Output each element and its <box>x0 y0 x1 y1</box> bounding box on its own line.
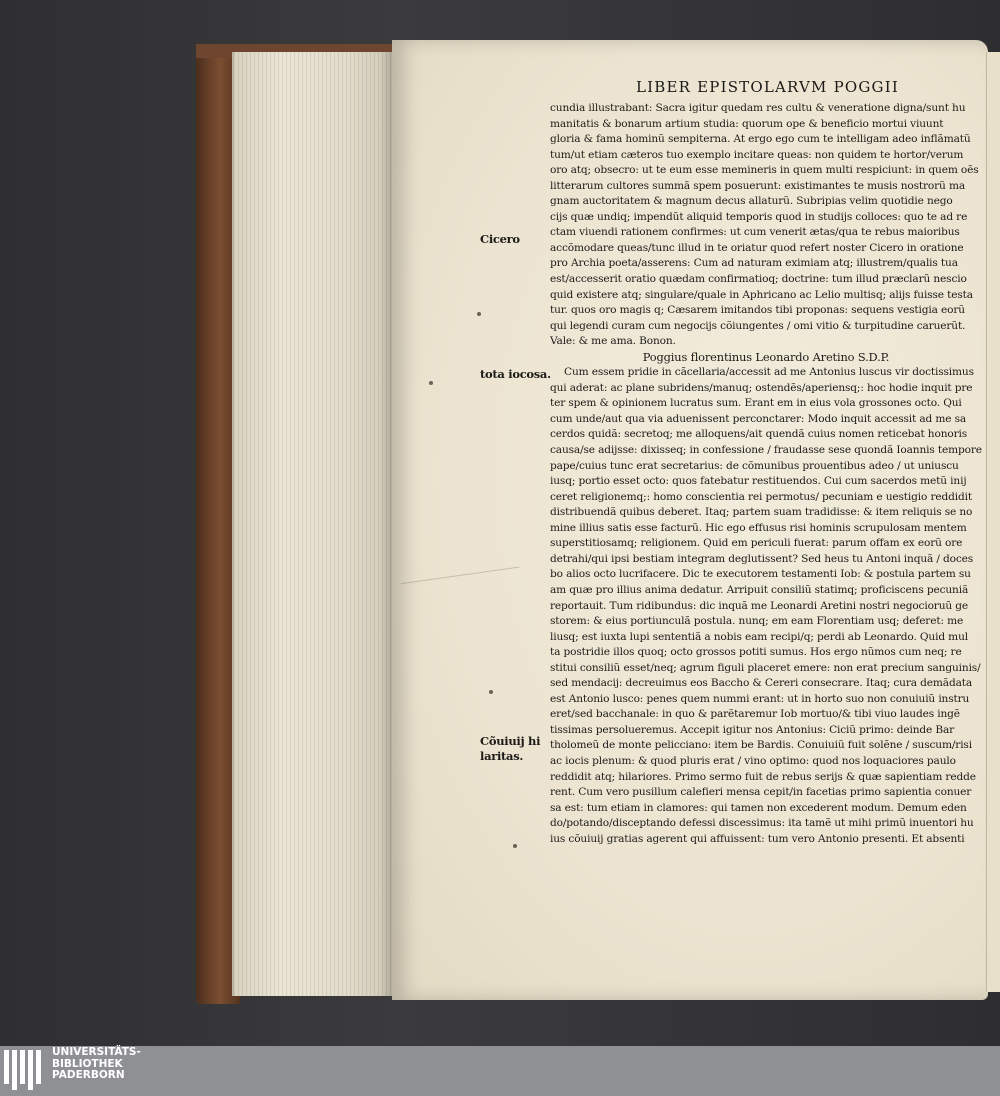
letter-heading: Poggius florentinus Leonardo Aretino S.D.P. <box>642 349 890 364</box>
marginal-note-cicero: Cicero <box>480 232 520 246</box>
text-line: cijs quæ undiq; impendũt aliquid temporis quod in studijs colloces: quo te ad re <box>550 210 968 223</box>
text-line: stitui consiliũ esset/neq; agrum figuli placeret emere: non erat precium sanguinis/ <box>550 661 981 674</box>
paper-speck <box>513 844 517 848</box>
text-line: tholomeũ de monte pelicciano: item be Bardis. Conuiuiũ fuit solẽne / suscum/risi <box>550 739 972 752</box>
text-line: eret/sed bacchanale: in quo & parẽtaremur Iob mortuo/& tibi viuo laudes ingẽ <box>550 708 960 721</box>
text-line: sed mendacij: decreuimus eos Baccho & Cereri consecrare. Itaq; cura demãdata <box>550 677 973 690</box>
text-line: distribuendã quibus deberet. Itaq; partem suam tradidisse: & item reliquis se no <box>550 506 973 519</box>
next-page-edge <box>986 52 1000 992</box>
logo-line-1: UNIVERSITÄTS- <box>52 1046 141 1058</box>
text-line: ta postridie illos quoq; octo grossos potiti sumus. Hos ergo nũmos cum neq; re <box>550 646 962 659</box>
text-line: oro atq; obsecro: ut te eum esse memineris in quem multi respiciunt: in quem oẽs <box>550 164 979 177</box>
text-line: sa est: tum etiam in clamores: qui tamen non excederent modum. Demum eden <box>550 801 967 814</box>
text-line: tissimas persolueremus. Accepit igitur nos Antonius: Ciciũ primo: deinde Bar <box>550 723 955 736</box>
text-line: gloria & fama hominũ sempiterna. At ergo ego cum te intelligam adeo inflãmatũ <box>550 133 971 146</box>
text-line: ius cõuiuij gratias agerent qui affuissent: tum vero Antonio presenti. Et absenti <box>550 832 965 845</box>
text-line: reportauit. Tum ridibundus: dic inquã me Leonardi Aretini nostri negocioruũ ge <box>550 599 969 612</box>
text-line: quid existere atq; singulare/quale in Aphricano ac Lelio multisq; alijs fuisse testa <box>550 288 973 301</box>
text-line: tum/ut etiam cæteros tuo exemplo incitare queas: non quidem te hortor/verum <box>550 148 964 161</box>
marginal-note-tota-iocosa: tota iocosa. <box>480 367 551 381</box>
text-line: reddidit atq; hilariores. Primo sermo fuit de rebus serijs & quæ sapientiam redde <box>550 770 976 783</box>
text-line: cerdos quidã: secretoq; me alloquens/ait quendã cuius nomen reticebat honoris <box>550 428 968 441</box>
text-line: rent. Cum vero pusillum calefieri mensa cepit/in facetias primo sapientia conuer <box>550 786 972 799</box>
text-line: ac iocis plenum: & quod pluris erat / vino optimo: quod nos loquaciores paulo <box>550 754 956 767</box>
text-line: bo alios octo lucrifacere. Dic te executorem testamenti Iob: & postula partem su <box>550 568 971 581</box>
text-line: detrahi/qui ipsi bestiam integram deglutissent? Sed heus tu Antoni inquã / doces <box>550 552 974 565</box>
library-logo-icon <box>4 1050 48 1090</box>
logo-line-3: PADERBORN <box>52 1069 125 1081</box>
page-text <box>550 101 982 847</box>
text-line: est Antonio lusco: penes quem nummi erant: ut in horto suo non conuiuiũ instru <box>550 692 970 705</box>
paper-speck <box>429 381 433 385</box>
logo-line-2: BIBLIOTHEK <box>52 1057 123 1070</box>
text-line: pro Archia poeta/asserens: Cum ad naturam eximiam atq; illustrem/qualis tua <box>550 257 958 270</box>
text-line: mine illius satis esse facturũ. Hic ego effusus risi hominis scrupulosam mentem <box>550 521 967 534</box>
text-line: storem: & eius portiunculã postula. nunq; em eam Florentiam usq; deferet: me <box>550 615 964 628</box>
library-logo-text <box>52 1047 141 1082</box>
text-line: causa/se adijsse: dixisseq; in confessione / fraudasse sese quondã Ioannis tempore <box>550 444 982 457</box>
text-line: litterarum cultores summã spem posuerunt: existimantes te musis nostrorũ ma <box>550 179 966 192</box>
text-line: manitatis & bonarum artium studia: quorum ope & beneficio mortui viuunt <box>550 117 944 130</box>
text-line: est/accesserit oratio quædam confirmatioq; doctrine: tum illud præclarũ nescio <box>550 273 967 286</box>
text-line: ctam viuendi rationem confirmes: ut cum venerit ætas/qua te rebus maioribus <box>550 226 960 239</box>
text-line: qui legendi curam cum negocijs cõiungentes / omi vitio & turpitudine caruerũt. <box>550 319 966 332</box>
paper-speck <box>489 690 493 694</box>
text-line: pape/cuius tunc erat secretarius: de cõmunibus prouentibus adeo / ut uniuscu <box>550 459 959 472</box>
text-line: do/potando/disceptando defessi discessimus: ita tamẽ ut mihi primũ inuentori hu <box>550 817 974 830</box>
page-edges <box>232 52 394 996</box>
text-line: tur. quos oro magis q; Cæsarem imitandos tibi proponas: sequens vestigia eorũ <box>550 304 965 317</box>
text-line: accõmodare queas/tunc illud in te oriatur quod refert noster Cicero in oratione <box>550 241 964 254</box>
text-line: gnam auctoritatem & magnum decus allaturũ. Subripias velim quotidie nego <box>550 195 953 208</box>
paper-speck <box>477 312 481 316</box>
marginal-note-conuiuij-1: Cõuiuij hi <box>480 734 541 748</box>
text-line: am quæ pro illius anima dedatur. Arripuit consiliũ statimq; proficiscens pecuniã <box>550 583 969 596</box>
text-line: ter spem & opinionem lucratus sum. Erant em in eius vola grossones octo. Qui <box>550 397 962 410</box>
footer-bar <box>0 1046 1000 1096</box>
running-header: LIBER EPISTOLARVM POGGII <box>636 78 899 96</box>
text-line: cum unde/aut qua via aduenissent perconctarer: Modo inquit accessit ad me sa <box>550 412 967 425</box>
text-line: superstitiosamq; religionem. Quid em periculi fuerat: parum offam ex eorũ ore <box>550 537 963 550</box>
text-line: cundia illustrabant: Sacra igitur quedam res cultu & veneratione digna/sunt hu <box>550 102 966 114</box>
text-line: ceret religionemq;: homo conscientia rei permotus/ pecuniam e uestigio reddidit <box>550 490 972 503</box>
text-line: Vale: & me ama. Bonon. <box>550 335 676 348</box>
text-line: Cum essem pridie in cãcellaria/accessit ad me Antonius luscus vir doctissimus <box>564 366 974 379</box>
text-line: iusq; portio esset octo: quos fatebatur restituendos. Cui cum sacerdos metũ inij <box>550 475 967 488</box>
marginal-note-conuiuij-2: laritas. <box>480 749 524 763</box>
text-line: liusq; est iuxta lupi sententiã a nobis eam recipi/q; perdi ab Leonardo. Quid mul <box>550 630 968 643</box>
text-line: qui aderat: ac plane subridens/manuq; ostendẽs/aperiensq;: hoc hodie inquit pre <box>550 381 973 394</box>
